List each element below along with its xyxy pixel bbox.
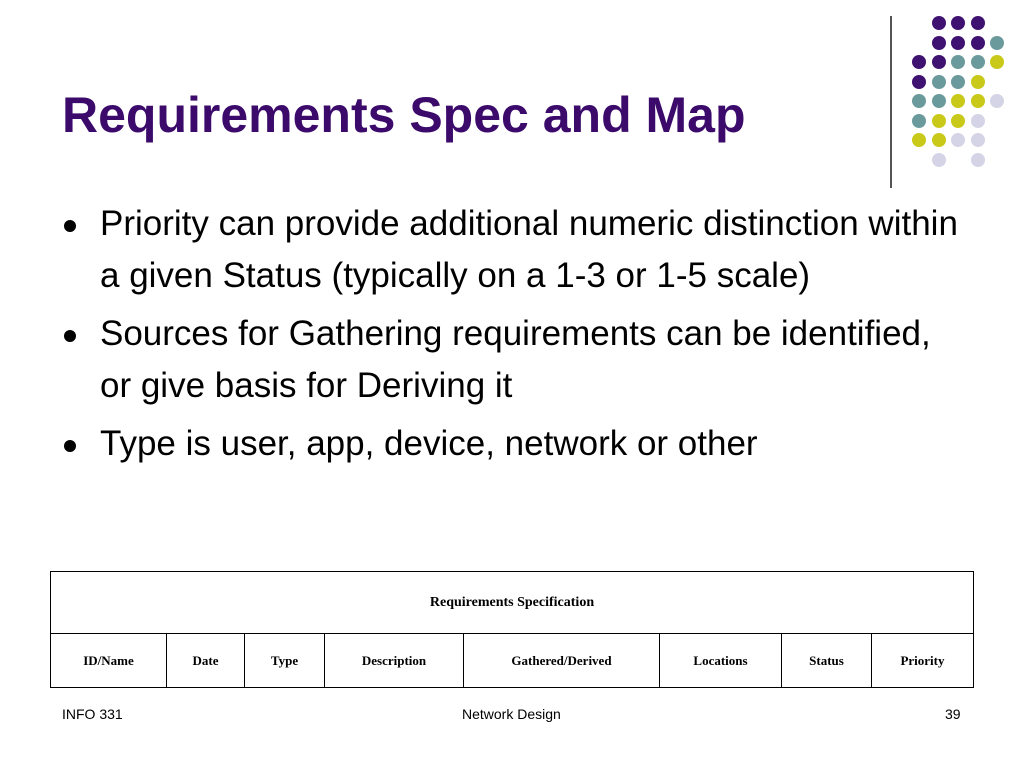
bullet-text: Sources for Gathering requirements can be identified, or give basis for Deriving it [100,314,931,405]
decorative-dot [932,55,946,69]
bullet-icon [64,440,76,452]
decorative-dot [990,94,1004,108]
decorative-dot [951,36,965,50]
decorative-dot [951,94,965,108]
bullet-item [60,308,960,412]
decorative-dot [912,75,926,89]
footer-course: INFO 331 [62,706,123,722]
bullet-item [60,198,960,302]
column-header: Locations [660,634,782,688]
column-header: Type [245,634,325,688]
footer-title: Network Design [462,706,561,722]
column-header: Description [325,634,464,688]
decorative-dot [951,55,965,69]
bullet-list [60,198,960,476]
bullet-icon [64,220,76,232]
decorative-dot [912,55,926,69]
decorative-dot [912,133,926,147]
decorative-dot [932,114,946,128]
bullet-icon [64,330,76,342]
slide-title: Requirements Spec and Map [62,87,746,143]
bullet-text: Type is user, app, device, network or other [100,424,758,463]
column-header: ID/Name [51,634,167,688]
column-header: Gathered/Derived [464,634,660,688]
decorative-dot [912,94,926,108]
table-caption: Requirements Specification [51,572,974,634]
decorative-dot [971,36,985,50]
decorative-dot [990,36,1004,50]
decorative-dot [932,75,946,89]
decorative-dot [971,75,985,89]
decorative-dot [971,153,985,167]
decorative-dot [951,75,965,89]
decorative-dot [971,133,985,147]
column-header: Status [782,634,872,688]
decorative-dot [932,94,946,108]
requirements-spec-table [50,571,974,688]
bullet-text: Priority can provide additional numeric distinction within a given Status (typically on a 1-3 or 1-5 scale) [100,204,958,295]
decorative-dot [951,133,965,147]
decorative-dot [990,55,1004,69]
decorative-dot [971,55,985,69]
decorative-dot [971,94,985,108]
title-divider-line [890,16,892,188]
decorative-dot [932,36,946,50]
decorative-dot [932,16,946,30]
decorative-dot [971,114,985,128]
decorative-dot [951,16,965,30]
decorative-dot [932,133,946,147]
bullet-item [60,418,960,470]
decorative-dot [951,114,965,128]
decorative-dot [912,114,926,128]
column-header: Priority [872,634,974,688]
decorative-dot [971,16,985,30]
table-header-row [51,634,974,688]
footer-page-number: 39 [945,706,961,722]
column-header: Date [167,634,245,688]
decorative-dot [932,153,946,167]
